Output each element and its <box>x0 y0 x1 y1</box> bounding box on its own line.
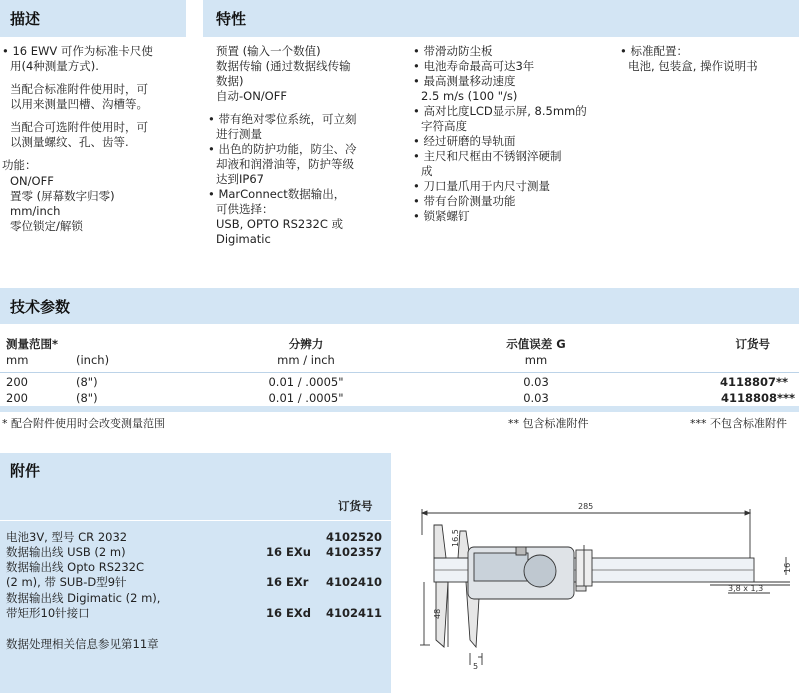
feature-bullet: • 出色的防护功能，防尘、冷 <box>208 142 357 156</box>
feature-bullet: • MarConnect数据输出， <box>208 187 346 201</box>
function-item: 零位锁定/解锁 <box>10 219 83 233</box>
caliper-drawing <box>410 495 799 693</box>
accessories-header-bar <box>0 453 391 487</box>
dim-length: 285 <box>578 502 594 511</box>
col-header-range-mm: mm <box>6 353 29 367</box>
description-bullet: • 16 EWV 可作为标准卡尺使 用(4种测量方式). <box>2 44 153 73</box>
col-header-error-unit: mm <box>524 353 548 367</box>
dim-rod: 3,8 x 1,3 <box>728 584 764 593</box>
dim-right: 16 <box>783 562 792 573</box>
col-header-resolution: 分辨力 <box>288 337 324 351</box>
dim-depth: 48 <box>433 608 442 619</box>
dim-bottom: 5 <box>473 662 479 671</box>
col-header-range-inch: (inch) <box>76 353 110 367</box>
description-para2: 当配合可选附件使用时，可 以测量螺纹、孔、齿等. <box>10 120 148 149</box>
features-title: 特性 <box>216 10 247 28</box>
specs-header-bar <box>0 288 799 324</box>
accessories-title: 附件 <box>10 462 41 480</box>
function-item: mm/inch <box>10 204 61 218</box>
col-header-order: 订货号 <box>735 337 770 351</box>
functions-label: 功能： <box>2 158 37 172</box>
features-col3: • 标准配置： 电池, 包装盒, 操作说明书 <box>620 44 758 73</box>
dim-jaw: 16.5 <box>451 529 460 547</box>
col-header-error: 示值误差 G <box>506 337 566 351</box>
specs-table: 测量范围* mm (inch) 分辨力 mm / inch 示值误差 G mm 订货号 200 (8") 0.01 / .0005" 0.03 4118807** 200 (8") 0.01 / .0005" 0.03 4118808*** <box>0 328 799 414</box>
specs-title: 技术参数 <box>10 298 71 316</box>
footnote-range: * 配合附件使用时会改变测量范围 <box>2 417 165 430</box>
col-header-range: 测量范围* <box>6 337 59 351</box>
col-header-resolution-unit: mm / inch <box>277 353 335 367</box>
footnote-no-standard: *** 不包含标准附件 <box>690 417 787 430</box>
description-para1: 当配合标准附件使用时，可 以用来测量凹槽、沟槽等。 <box>10 82 148 111</box>
features-col1: 预置 (输入一个数值) 数据传输 (通过数据线传输 数据) 自动-ON/OFF <box>216 44 351 103</box>
function-item: 置零 (屏幕数字归零) <box>10 189 115 203</box>
accessories-note: 数据处理相关信息参见第11章 <box>6 637 159 651</box>
features-col1-bullets: • 带有绝对零位系统，可立刻 进行测量 • 出色的防护功能，防尘、冷 却液和润滑油等，防护等级 达到IP67 • MarConnect数据输出， 可供选择： USB, OPTO RS232C 或 Digimatic <box>208 112 357 246</box>
function-item: ON/OFF <box>10 174 54 188</box>
feature-bullet: • 带有绝对零位系统，可立刻 <box>208 112 357 126</box>
accessories-order-header: 订货号 <box>338 499 373 513</box>
footnote-standard: ** 包含标准附件 <box>508 417 589 430</box>
description-title: 描述 <box>10 10 41 28</box>
functions-list <box>10 174 115 234</box>
accessories-panel <box>0 487 391 693</box>
features-col2: • 带滑动防尘板 • 电池寿命最高可达3年 • 最高测量移动速度 2.5 m/s (100 "/s) • 高对比度LCD显示屏, 8.5mm的 字符高度 • 经过研磨的导轨面 • 主尺和尺框由不锈钢淬硬制 成 • 刀口量爪用于内尺寸测量 • 带有台阶测量功能 • 锁紧螺钉 <box>413 44 587 223</box>
